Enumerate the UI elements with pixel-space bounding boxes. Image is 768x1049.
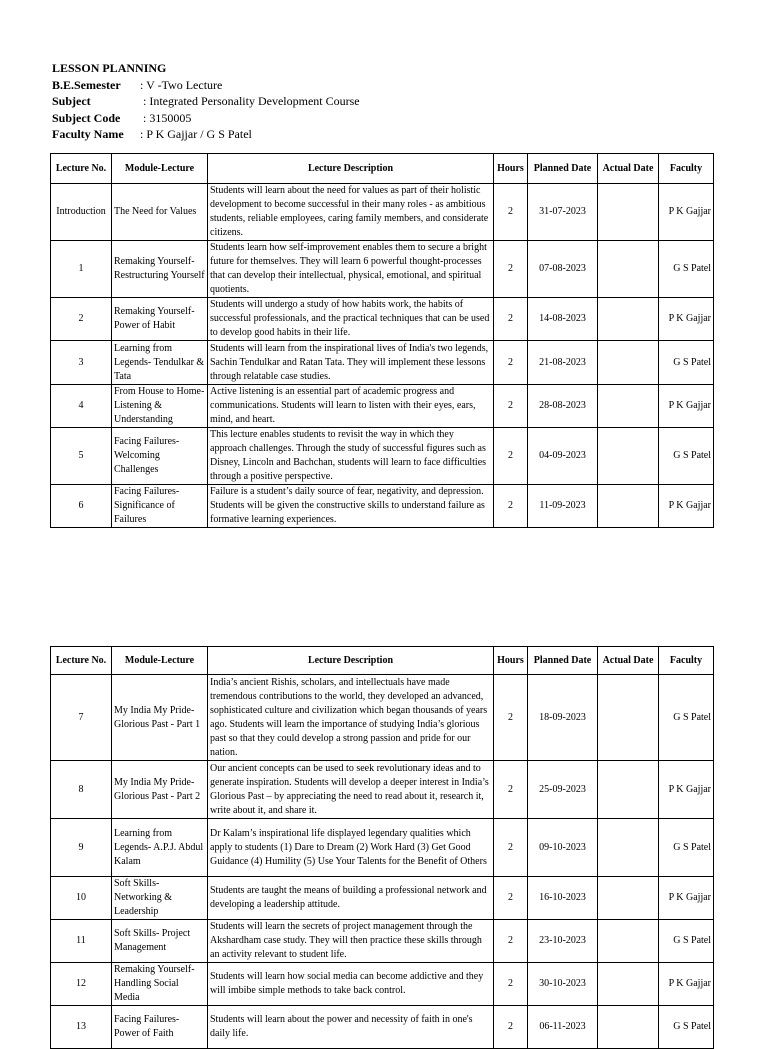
lecture-description: Students will learn the secrets of project management through the Akshardham case study. They will then practice these skills through an activity relevant to student life.	[208, 920, 494, 963]
semester-value: : V -Two Lecture	[140, 77, 223, 92]
col-header-faculty: Faculty	[659, 154, 714, 184]
planned-date: 23-10-2023	[528, 920, 598, 963]
lecture-description: Students will learn how social media can become addictive and they will imbibe simple methods to take back control.	[208, 963, 494, 1006]
col-header-faculty: Faculty	[659, 647, 714, 675]
lecture-description: Our ancient concepts can be used to seek revolutionary ideas and to generate inspiration. Students will develop a deeper interest in India’s Glorious Past – by appreciating the need to read about it, research it, write about it, and share it.	[208, 761, 494, 819]
table-row	[51, 385, 714, 428]
faculty: G S Patel	[659, 819, 714, 877]
module-lecture: Facing Failures- Significance of Failures	[112, 485, 208, 528]
subject-code-value: : 3150005	[143, 110, 192, 125]
planned-date: 09-10-2023	[528, 819, 598, 877]
hours: 2	[494, 1006, 528, 1049]
faculty-value: : P K Gajjar / G S Patel	[140, 127, 252, 141]
hours: 2	[494, 241, 528, 298]
planned-date: 28-08-2023	[528, 385, 598, 428]
col-header-lecture-no: Lecture No.	[51, 647, 112, 675]
lecture-no: 2	[51, 298, 112, 341]
table-row	[51, 920, 714, 963]
actual-date	[598, 428, 659, 485]
lecture-description: Students are taught the means of building a professional network and developing a leadership attitude.	[208, 877, 494, 920]
table-row	[51, 298, 714, 341]
col-header-description: Lecture Description	[208, 647, 494, 675]
lecture-description: Dr Kalam’s inspirational life displayed legendary qualities which apply to students (1) Dare to Dream (2) Work Hard (3) Get Good Guidance (4) Humility (5) Use Your Talents for the Benefit of Others	[208, 819, 494, 877]
actual-date	[598, 963, 659, 1006]
lecture-no: 7	[51, 675, 112, 761]
lecture-no: 13	[51, 1006, 112, 1049]
hours: 2	[494, 675, 528, 761]
planned-date: 04-09-2023	[528, 428, 598, 485]
lecture-no: 9	[51, 819, 112, 877]
actual-date	[598, 819, 659, 877]
planned-date: 21-08-2023	[528, 341, 598, 385]
lecture-description: Students learn how self-improvement enables them to secure a bright future for themselves. They will learn 6 powerful thought-processes that can develop their intellectual, physical, emotional, and spiritual quotients.	[208, 241, 494, 298]
faculty: P K Gajjar	[659, 485, 714, 528]
lecture-description: Students will learn about the need for values as part of their holistic development to become successful in their many roles - as ambitious students, reliable employees, caring family members, and considerate citizens.	[208, 184, 494, 241]
faculty: G S Patel	[659, 341, 714, 385]
document-title: LESSON PLANNING	[52, 61, 167, 75]
hours: 2	[494, 761, 528, 819]
semester-label: B.E.Semester	[52, 77, 121, 92]
col-header-hours: Hours	[494, 647, 528, 675]
lesson-table-1	[50, 153, 714, 528]
actual-date	[598, 485, 659, 528]
hours: 2	[494, 485, 528, 528]
lecture-description: Active listening is an essential part of academic progress and communications. Students will learn to listen with their eyes, ears, mind, and heart.	[208, 385, 494, 428]
module-lecture: My India My Pride- Glorious Past - Part 2	[112, 761, 208, 819]
col-header-actual-date: Actual Date	[598, 647, 659, 675]
subject-code-label: Subject Code	[52, 110, 121, 125]
col-header-module: Module-Lecture	[112, 647, 208, 675]
actual-date	[598, 184, 659, 241]
lecture-description: India’s ancient Rishis, scholars, and intellectuals have made tremendous contributions to the world, they developed an advanced, sophisticated culture and civilization which began thousands of years ago. Students will learn the importance of studying India’s glorious past so that they could develop a strong passion and pride for our nation.	[208, 675, 494, 761]
lecture-no: 6	[51, 485, 112, 528]
planned-date: 16-10-2023	[528, 877, 598, 920]
actual-date	[598, 385, 659, 428]
module-lecture: Soft Skills- Project Management	[112, 920, 208, 963]
col-header-hours: Hours	[494, 154, 528, 184]
actual-date	[598, 241, 659, 298]
lecture-description: Students will learn about the power and necessity of faith in one's daily life.	[208, 1006, 494, 1049]
faculty: P K Gajjar	[659, 298, 714, 341]
planned-date: 11-09-2023	[528, 485, 598, 528]
hours: 2	[494, 963, 528, 1006]
planned-date: 06-11-2023	[528, 1006, 598, 1049]
table-row	[51, 241, 714, 298]
planned-date: 25-09-2023	[528, 761, 598, 819]
hours: 2	[494, 298, 528, 341]
module-lecture: My India My Pride- Glorious Past - Part 1	[112, 675, 208, 761]
planned-date: 07-08-2023	[528, 241, 598, 298]
col-header-description: Lecture Description	[208, 154, 494, 184]
faculty: P K Gajjar	[659, 184, 714, 241]
table-header-row	[51, 154, 714, 184]
module-lecture: Soft Skills- Networking & Leadership	[112, 877, 208, 920]
module-lecture: Facing Failures- Power of Faith	[112, 1006, 208, 1049]
table-row	[51, 1006, 714, 1049]
faculty-row	[52, 126, 360, 143]
col-header-lecture-no: Lecture No.	[51, 154, 112, 184]
module-lecture: Learning from Legends- A.P.J. Abdul Kalam	[112, 819, 208, 877]
planned-date: 31-07-2023	[528, 184, 598, 241]
actual-date	[598, 877, 659, 920]
faculty: G S Patel	[659, 1006, 714, 1049]
hours: 2	[494, 877, 528, 920]
lecture-no: 3	[51, 341, 112, 385]
lecture-no: 5	[51, 428, 112, 485]
hours: 2	[494, 385, 528, 428]
col-header-planned-date: Planned Date	[528, 647, 598, 675]
table-row	[51, 963, 714, 1006]
actual-date	[598, 761, 659, 819]
faculty: P K Gajjar	[659, 877, 714, 920]
subject-label: Subject	[52, 94, 91, 108]
table-row	[51, 428, 714, 485]
table-row	[51, 341, 714, 385]
table-row	[51, 675, 714, 761]
subject-row	[52, 93, 360, 110]
hours: 2	[494, 184, 528, 241]
faculty: G S Patel	[659, 920, 714, 963]
faculty: G S Patel	[659, 675, 714, 761]
lecture-description: Students will learn from the inspirational lives of India's two legends, Sachin Tendulkar and Ratan Tata. They will implement these lessons through relatable case studies.	[208, 341, 494, 385]
hours: 2	[494, 920, 528, 963]
faculty: G S Patel	[659, 428, 714, 485]
faculty: G S Patel	[659, 241, 714, 298]
semester-row	[52, 77, 360, 94]
module-lecture: From House to Home- Listening & Understanding	[112, 385, 208, 428]
actual-date	[598, 920, 659, 963]
lecture-no: 11	[51, 920, 112, 963]
table-row	[51, 877, 714, 920]
faculty-label: Faculty Name	[52, 127, 124, 141]
module-lecture: The Need for Values	[112, 184, 208, 241]
col-header-actual-date: Actual Date	[598, 154, 659, 184]
module-lecture: Learning from Legends- Tendulkar & Tata	[112, 341, 208, 385]
actual-date	[598, 341, 659, 385]
lecture-no: 8	[51, 761, 112, 819]
lecture-description: Students will undergo a study of how habits work, the habits of successful professionals, and the practical techniques that can be used to develop good habits in their life.	[208, 298, 494, 341]
table-row	[51, 761, 714, 819]
module-lecture: Remaking Yourself- Handling Social Media	[112, 963, 208, 1006]
lecture-no: 4	[51, 385, 112, 428]
planned-date: 30-10-2023	[528, 963, 598, 1006]
actual-date	[598, 675, 659, 761]
module-lecture: Remaking Yourself- Power of Habit	[112, 298, 208, 341]
subject-value: : Integrated Personality Development Course	[143, 94, 360, 108]
subject-code-row	[52, 110, 360, 127]
actual-date	[598, 298, 659, 341]
hours: 2	[494, 819, 528, 877]
table-row	[51, 184, 714, 241]
planned-date: 18-09-2023	[528, 675, 598, 761]
hours: 2	[494, 428, 528, 485]
table-row	[51, 819, 714, 877]
actual-date	[598, 1006, 659, 1049]
lecture-no: 1	[51, 241, 112, 298]
lecture-description: This lecture enables students to revisit the way in which they approach challenges. Through the study of successful figures such as Disney, Lincoln and Bachchan, students will learn to face difficulties through a positive perspective.	[208, 428, 494, 485]
faculty: P K Gajjar	[659, 761, 714, 819]
table-row	[51, 485, 714, 528]
lecture-no: Introduction	[51, 184, 112, 241]
table-header-row	[51, 647, 714, 675]
document-header	[52, 60, 360, 143]
planned-date: 14-08-2023	[528, 298, 598, 341]
module-lecture: Facing Failures- Welcoming Challenges	[112, 428, 208, 485]
lesson-table-2	[50, 646, 714, 1049]
lecture-description: Failure is a student’s daily source of fear, negativity, and depression. Students will be given the constructive skills to understand failure as formative learning experiences.	[208, 485, 494, 528]
lecture-no: 12	[51, 963, 112, 1006]
lecture-no: 10	[51, 877, 112, 920]
col-header-planned-date: Planned Date	[528, 154, 598, 184]
faculty: P K Gajjar	[659, 963, 714, 1006]
module-lecture: Remaking Yourself- Restructuring Yourself	[112, 241, 208, 298]
faculty: P K Gajjar	[659, 385, 714, 428]
hours: 2	[494, 341, 528, 385]
col-header-module: Module-Lecture	[112, 154, 208, 184]
